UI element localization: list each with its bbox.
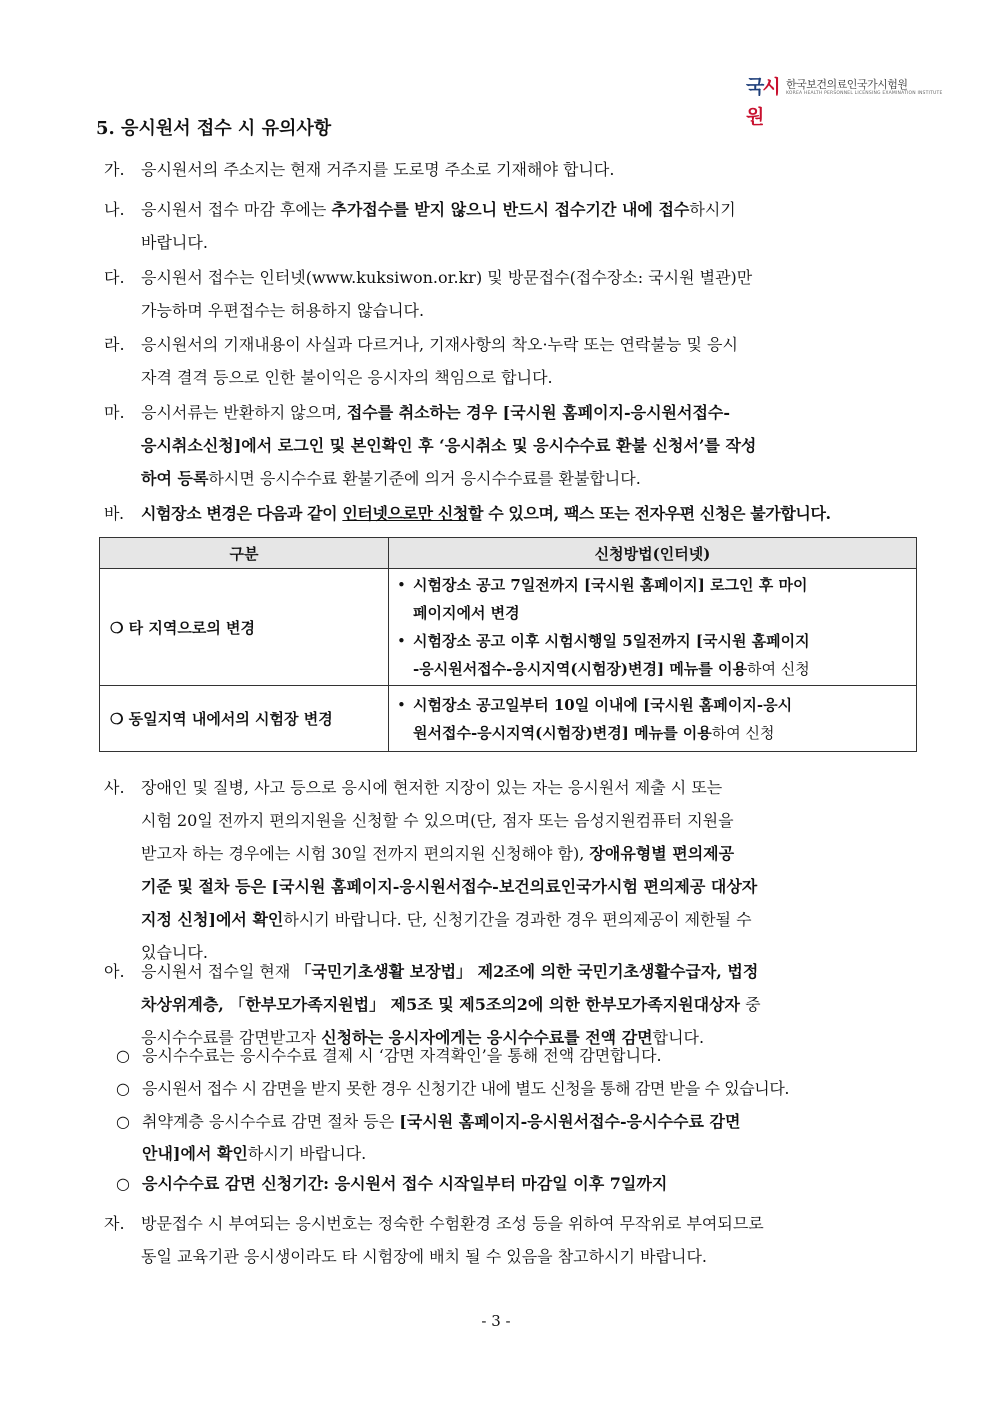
kuksiwon-logo-mark: 국시원 [746,76,779,128]
item-ma: 마. 응시서류는 반환하지 않으며, 접수를 취소하는 경우 [국시원 홈페이지-응시원서접수- 응시취소신청]에서 로그인 및 본인확인 후 ‘응시취소 및 응시수수료 환불 신청서’를 작성 하여 등록하시면 응시수수료 환불기준에 의거 응시수수료를 환불합니다. [104,403,757,488]
table-header: 신청방법(인터넷) [389,538,917,569]
item-ja: 자. 방문접수 시 부여되는 응시번호는 정숙한 수험환경 조성 등을 위하여 무작위로 부여되므로 동일 교육기관 응시생이라도 타 시험장에 배치 될 수 있음을 참고하시기 바랍니다. [104,1214,764,1266]
subitem-3: ○ 취약계층 응시수수료 감면 절차 등은 [국시원 홈페이지-응시원서접수-응시수수료 감면 안내]에서 확인하시기 바랍니다. [116,1112,741,1163]
page-number: - 3 - [481,1312,511,1330]
section-title: 5. 응시원서 접수 시 유의사항 [96,118,332,139]
list-item: • 시험장소 공고 이후 시험시행일 5일전까지 [국시원 홈페이지 -응시원서접수-응시지역(시험장)변경] 메뉴를 이용하여 신청 [397,632,810,678]
org-name-en: KOREA HEALTH PERSONNEL LICENSING EXAMINATION INSTITUTE [786,90,943,96]
list-item: • 시험장소 공고일부터 10일 이내에 [국시원 홈페이지-응시 원서접수-응시지역(시험장)변경] 메뉴를 이용하여 신청 [397,695,793,742]
table-row: ❍ 동일지역 내에서의 시험장 변경 • 시험장소 공고일부터 10일 이내에 [국시원 홈페이지-응시 원서접수-응시지역(시험장)변경] 메뉴를 이용하여 신청 [100,686,917,752]
item-sa: 사. 장애인 및 질병, 사고 등으로 응시에 현저한 지장이 있는 자는 응시원서 제출 시 또는 시험 20일 전까지 편의지원을 신청할 수 있으며(단, 점자 또는 음성지원컴퓨터 지원을 받고자 하는 경우에는 시험 30일 전까지 편의지원 신청해야 함), 장애유형별 편의제공 기준 및 절차 등은 [국시원 홈페이지-응시원서접수-보건의료인국가시험 편의제공 대상자 지정 신청]에서 확인하시기 바랍니다. 단, 신청기간을 경과한 경우 편의제공이 제한될 수 있습니다. [104,778,758,962]
table-row: ❍ 타 지역으로의 변경 • 시험장소 공고 7일전까지 [국시원 홈페이지] 로그인 후 마이 페이지에서 변경 • 시험장소 공고 이후 시험시행일 5일전까지 [국시원 홈페이지 -응시원서접수-응시지역(시험장)변경] 메뉴를 이용하여 신청 [100,569,917,686]
list-item: • 시험장소 공고 7일전까지 [국시원 홈페이지] 로그인 후 마이 페이지에서 변경 [397,576,808,622]
table-header: 구분 [100,538,389,569]
subitem-2: ○ 응시원서 접수 시 감면을 받지 못한 경우 신청기간 내에 별도 신청을 통해 감면 받을 수 있습니다. [116,1079,790,1098]
org-name: 한국보건의료인국가시험원 [786,77,908,91]
item-ra: 라. 응시원서의 기재내용이 사실과 다르거나, 기재사항의 착오·누락 또는 연락불능 및 응시 자격 결격 등으로 인한 불이익은 응시자의 책임으로 합니다. [104,335,738,387]
subitem-1: ○ 응시수수료는 응시수수료 결제 시 ‘감면 자격확인’을 통해 전액 감면합니다. [116,1046,662,1065]
exam-site-change-table [99,537,917,752]
item-da: 다. 응시원서 접수는 인터넷(www.kuksiwon.or.kr) 및 방문접수(접수장소: 국시원 별관)만 가능하며 우편접수는 허용하지 않습니다. [104,268,753,320]
header-logo [746,72,943,128]
item-ga: 가. 응시원서의 주소지는 현재 거주지를 도로명 주소로 기재해야 합니다. [104,160,615,179]
item-ba: 바. 시험장소 변경은 다음과 같이 인터넷으로만 신청할 수 있으며, 팩스 또는 전자우편 신청은 불가합니다. [104,504,831,523]
subitem-4: ○ 응시수수료 감면 신청기간: 응시원서 접수 시작일부터 마감일 이후 7일까지 [116,1174,668,1193]
item-na: 나. 응시원서 접수 마감 후에는 추가접수를 받지 않으니 반드시 접수기간 내에 접수하시기 바랍니다. [104,200,736,252]
item-a: 아. 응시원서 접수일 현재 「국민기초생활 보장법」 제2조에 의한 국민기초생활수급자, 법정 차상위계층, 「한부모가족지원법」 제5조 및 제5조의2에 의한 한부모가족지원대상자 중 응시수수료를 감면받고자 신청하는 응시자에게는 응시수수료를 전액 감면합니다. [104,962,761,1047]
